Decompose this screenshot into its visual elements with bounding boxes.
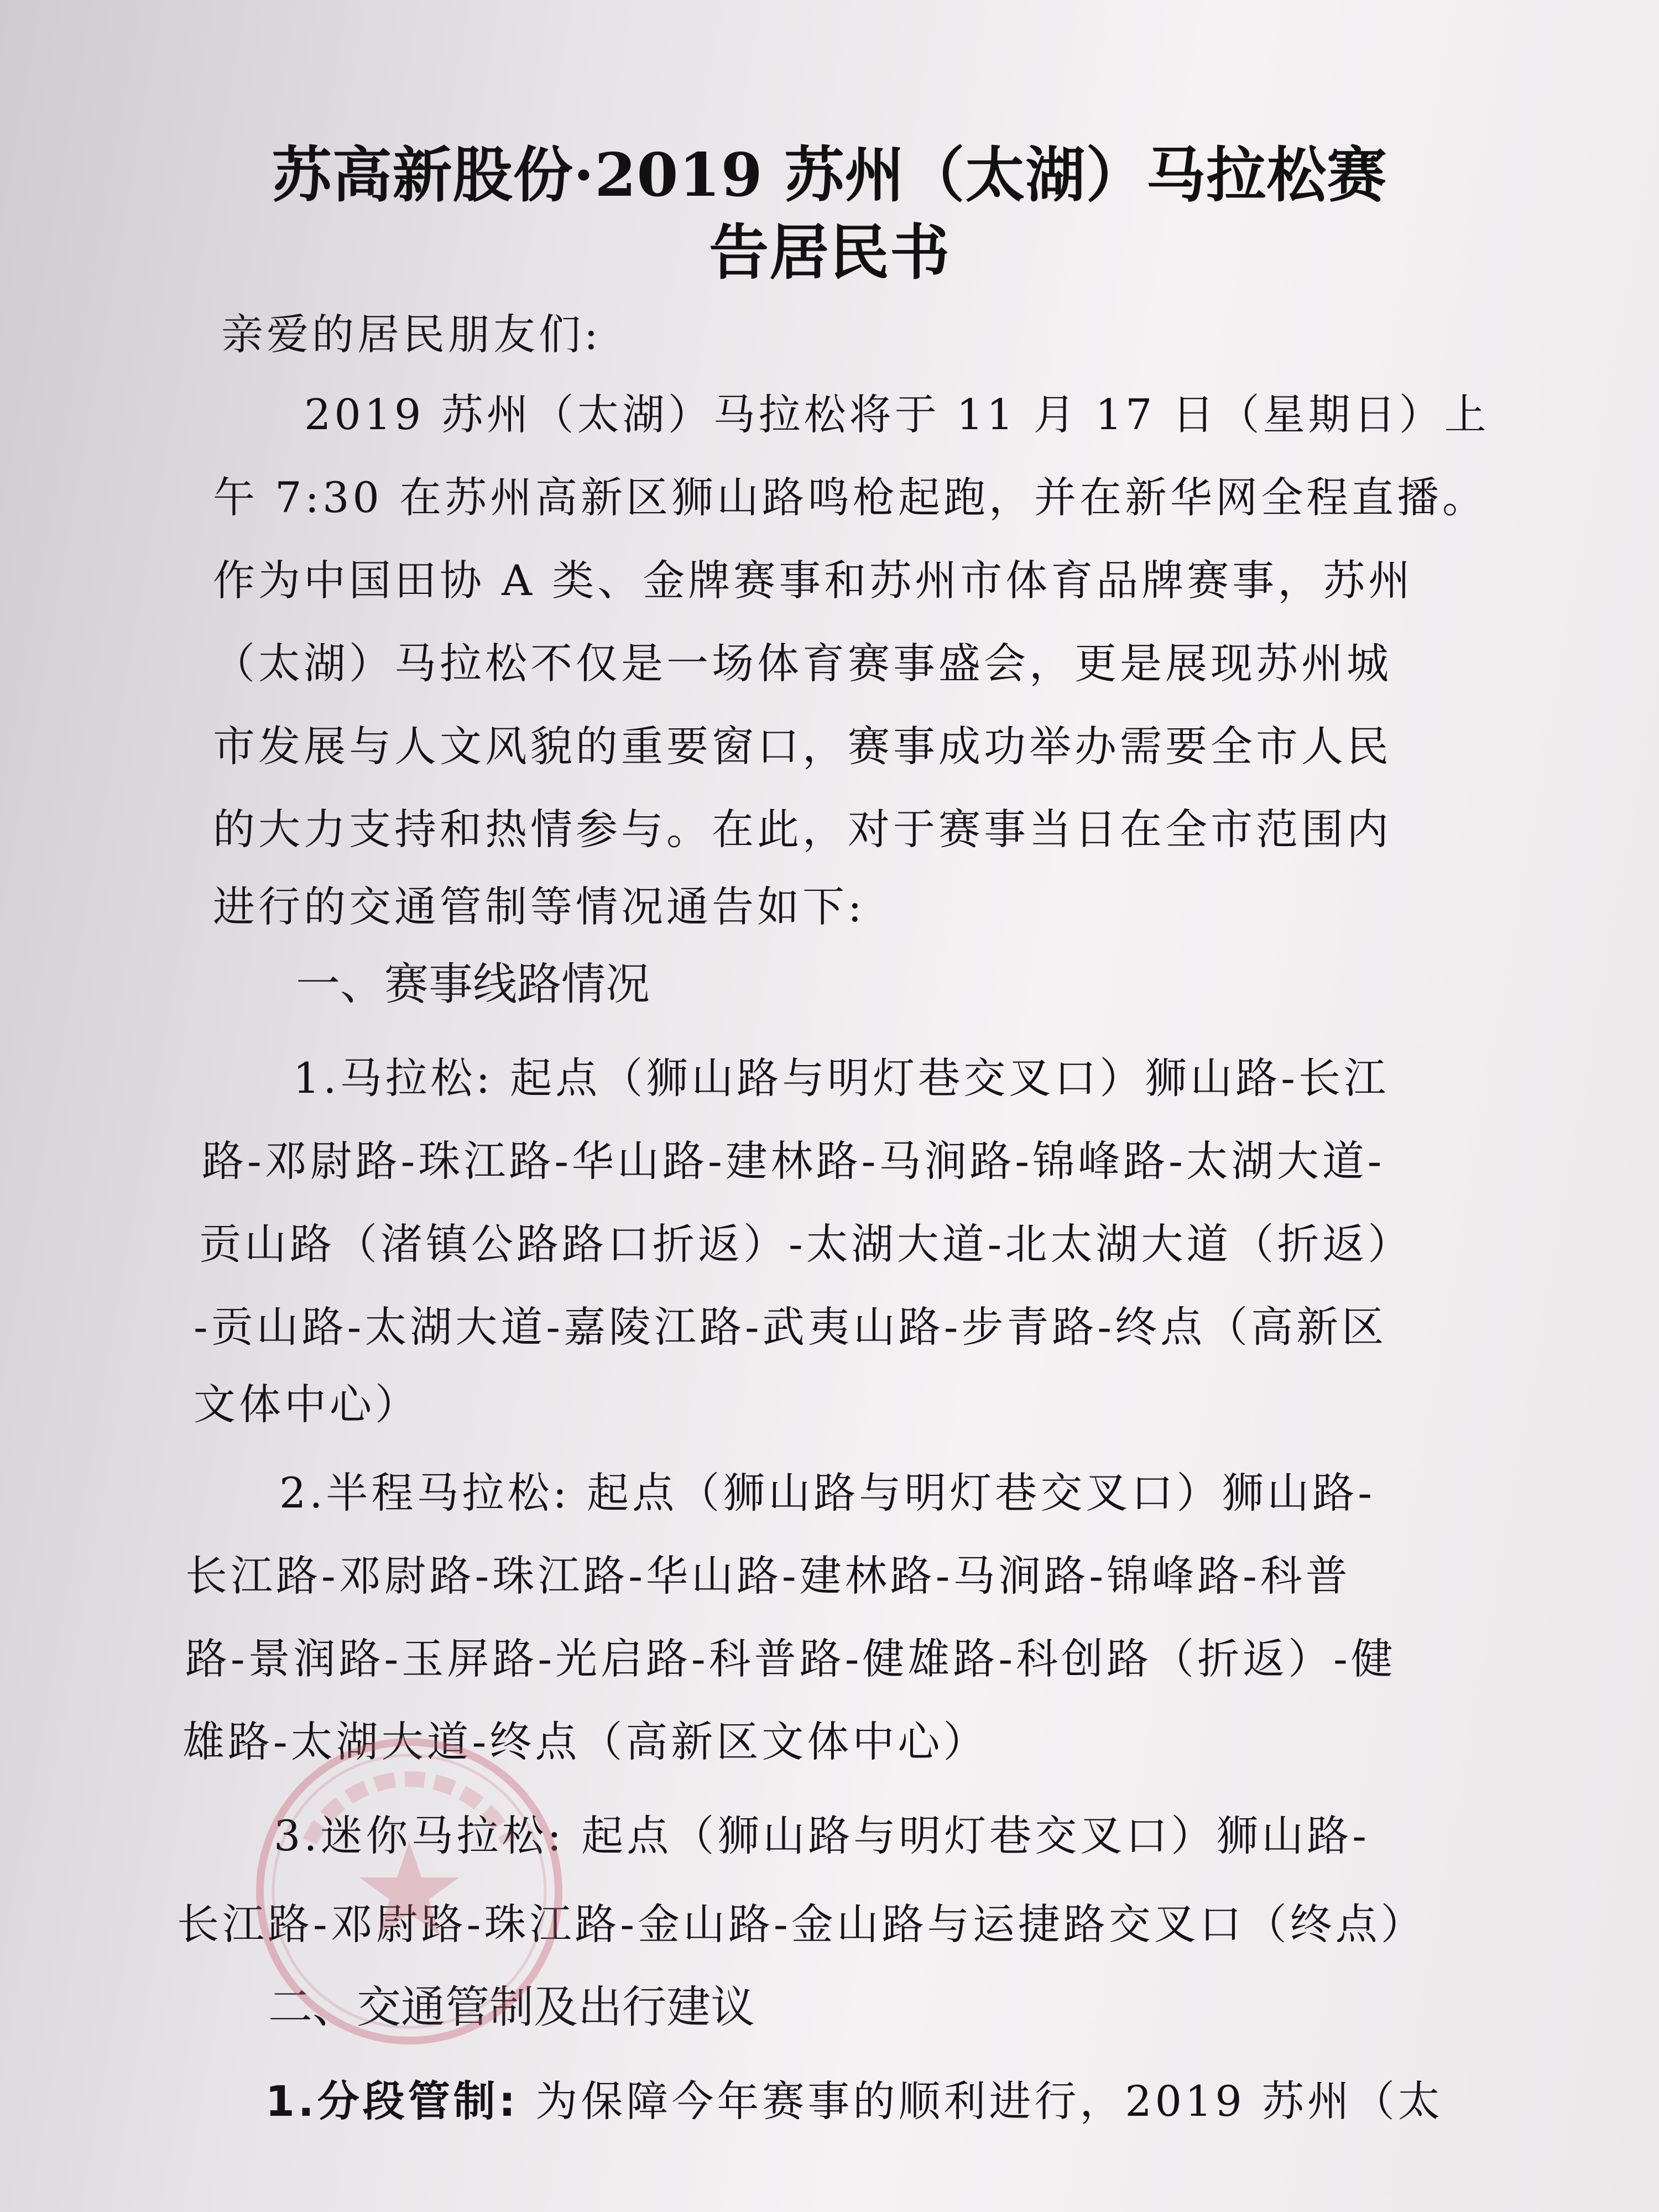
intro-line: （太湖）马拉松不仅是一场体育赛事盛会，更是展现苏州城 [213, 639, 1392, 688]
half-marathon-route-line: 雄路-太湖大道-终点（高新区文体中心） [182, 1717, 989, 1766]
marathon-route-line: 1.马拉松: 起点（狮山路与明灯巷交叉口）狮山路-长江 [293, 1053, 1389, 1103]
document-title-line2: 告居民书 [708, 218, 950, 288]
traffic-item-1 [265, 2074, 1443, 2129]
intro-line: 作为中国田协 A 类、金牌赛事和苏州市体育品牌赛事，苏州 [213, 556, 1414, 605]
traffic-item-1-label: 1.分段管制: [265, 2077, 519, 2126]
traffic-item-1-text: 为保障今年赛事的顺利进行，2019 苏州（太 [519, 2077, 1443, 2126]
intro-line: 市发展与人文风貌的重要窗口，赛事成功举办需要全市人民 [213, 722, 1392, 771]
half-marathon-route-line: 长江路-邓尉路-珠江路-华山路-建林路-马涧路-锦峰路-科普 [185, 1551, 1351, 1600]
marathon-route-line: 文体中心） [194, 1380, 420, 1429]
marathon-route-line: 路-邓尉路-珠江路-华山路-建林路-马涧路-锦峰路-太湖大道- [202, 1136, 1385, 1186]
mini-marathon-route-line: 3.迷你马拉松: 起点（狮山路与明灯巷交叉口）狮山路- [274, 1811, 1370, 1860]
intro-line: 的大力支持和热情参与。在此，对于赛事当日在全市范围内 [213, 805, 1392, 854]
official-seal-stamp [243, 1725, 575, 2057]
intro-line: 午 7:30 在苏州高新区狮山路鸣枪起跑，并在新华网全程直播。 [213, 473, 1488, 522]
section-heading-routes: 一、赛事线路情况 [296, 958, 650, 1010]
mini-marathon-route-line: 长江路-邓尉路-珠江路-金山路-金山路与运捷路交叉口（终点） [177, 1900, 1426, 1949]
intro-line: 2019 苏州（太湖）马拉松将于 11 月 17 日（星期日）上 [304, 390, 1490, 439]
intro-line: 进行的交通管制等情况通告如下: [213, 882, 865, 931]
section-heading-traffic: 二、交通管制及出行建议 [268, 1981, 755, 2033]
half-marathon-route-line: 2.半程马拉松: 起点（狮山路与明灯巷交叉口）狮山路- [279, 1468, 1375, 1517]
document-title-line1: 苏高新股份·2019 苏州（太湖）马拉松赛 [272, 140, 1387, 210]
marathon-route-line: -贡山路-太湖大道-嘉陵江路-武夷山路-步青路-终点（高新区 [194, 1302, 1387, 1352]
marathon-route-line: 贡山路（渚镇公路路口折返）-太湖大道-北太湖大道（折返） [199, 1219, 1413, 1269]
greeting: 亲爱的居民朋友们: [221, 310, 602, 359]
half-marathon-route-line: 路-景润路-玉屏路-光启路-科普路-健雄路-科创路（折返）-健 [185, 1634, 1396, 1683]
